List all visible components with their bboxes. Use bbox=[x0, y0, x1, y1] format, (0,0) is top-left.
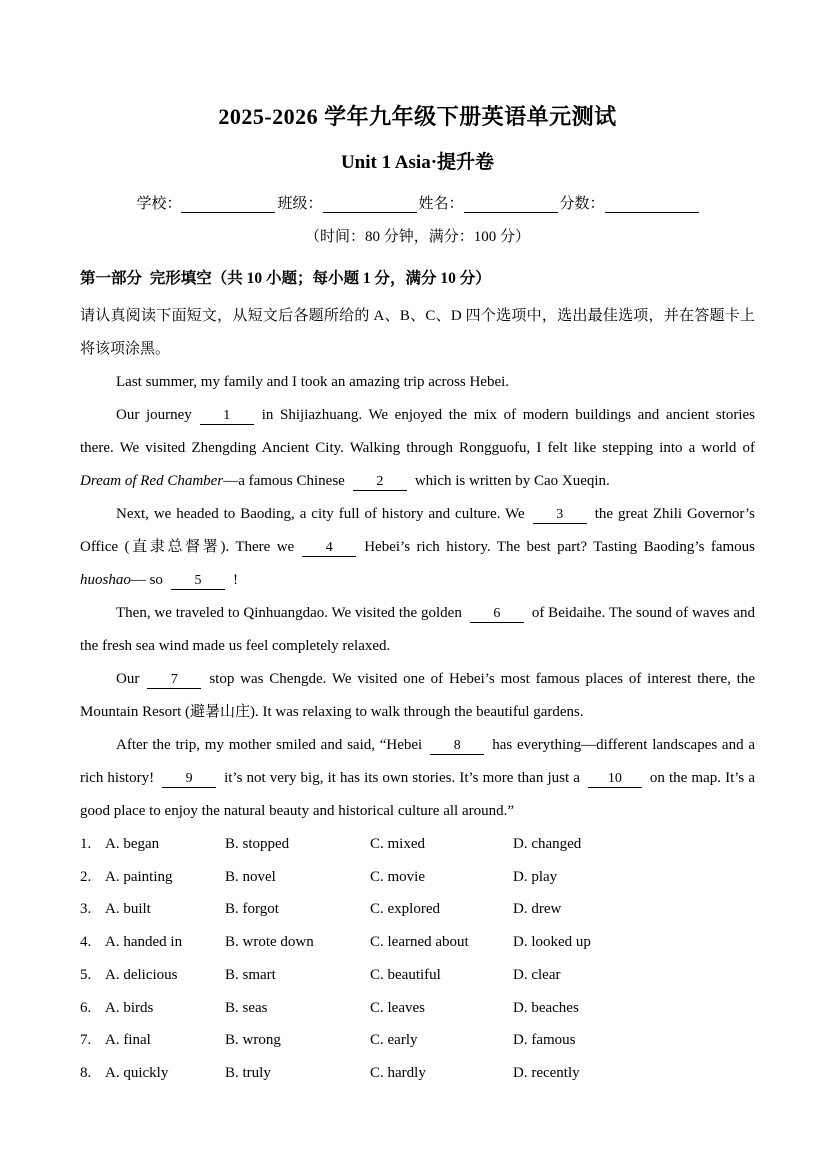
blank-number: 5 bbox=[194, 573, 202, 588]
score-blank-line bbox=[605, 196, 699, 213]
option-b: B. smart bbox=[225, 966, 276, 983]
blank-number: 6 bbox=[493, 606, 501, 621]
score-label: 分数： bbox=[559, 196, 605, 212]
cloze-blank-3 bbox=[533, 506, 587, 524]
cloze-blank-6 bbox=[470, 605, 524, 623]
passage-text: After the trip, my mother smiled and said, “Hebei bbox=[116, 737, 423, 753]
blank-number: 7 bbox=[170, 672, 178, 687]
option-d: D. beaches bbox=[513, 999, 579, 1016]
option-d: D. looked up bbox=[513, 934, 591, 951]
question-row-1 bbox=[80, 828, 755, 861]
section-instructions: 请认真阅读下面短文，从短文后各题所给的 A、B、C、D 四个选项中，选出最佳选项，并在答题卡上将该项涂黑。 bbox=[80, 308, 755, 357]
option-b: B. seas bbox=[225, 999, 268, 1016]
section-heading: 第一部分 完形填空（共 10 小题；每小题 1 分，满分 10 分） bbox=[80, 270, 491, 287]
passage-text: Our journey bbox=[116, 407, 192, 423]
passage-text: on the map. It’s a good place to enjoy the natural beauty and historical culture all around.” bbox=[80, 770, 756, 819]
option-c: C. beautiful bbox=[370, 966, 441, 983]
question-number: 5. bbox=[80, 966, 92, 983]
cloze-blank-8 bbox=[430, 737, 484, 755]
class-blank-line bbox=[323, 196, 417, 213]
passage-paragraph-3 bbox=[80, 498, 755, 597]
question-row-3 bbox=[80, 893, 755, 926]
passage-text: — so bbox=[130, 572, 163, 588]
passage-text: Last summer, my family and I took an amazing trip across Hebei. bbox=[116, 374, 510, 390]
option-c: C. hardly bbox=[370, 1064, 426, 1081]
score-field bbox=[560, 192, 699, 213]
page-title: 2025-2026 学年九年级下册英语单元测试 bbox=[218, 104, 617, 129]
passage-text: the great Zhili Governor’s Office (直隶总督署). There we bbox=[80, 506, 755, 555]
blank-number: 1 bbox=[223, 408, 231, 423]
question-number: 1. bbox=[80, 836, 92, 852]
option-d: D. clear bbox=[513, 966, 561, 983]
passage-text: Our bbox=[116, 671, 140, 687]
blank-number: 9 bbox=[185, 771, 193, 786]
question-row-2 bbox=[80, 861, 755, 894]
blank-number: 8 bbox=[453, 738, 461, 753]
option-c: C. movie bbox=[370, 868, 425, 885]
options-list bbox=[80, 828, 755, 1090]
option-c: C. early bbox=[370, 1032, 418, 1049]
student-info-line bbox=[80, 192, 755, 213]
option-c: C. learned about bbox=[370, 934, 469, 951]
option-a: A. built bbox=[105, 901, 151, 918]
class-field bbox=[277, 192, 416, 213]
passage-text-italic: huoshao bbox=[80, 572, 131, 588]
option-c: C. explored bbox=[370, 901, 440, 918]
page-subtitle: Unit 1 Asia·提升卷 bbox=[340, 152, 495, 173]
question-number: 7. bbox=[80, 1032, 92, 1049]
option-b: B. novel bbox=[225, 868, 276, 885]
blank-number: 3 bbox=[556, 507, 564, 522]
passage-text: which is written by Cao Xueqin. bbox=[414, 473, 610, 489]
option-a: A. painting bbox=[105, 868, 173, 885]
cloze-blank-1 bbox=[200, 407, 254, 425]
school-label: 学校： bbox=[136, 196, 182, 212]
question-row-6 bbox=[80, 992, 755, 1025]
passage-paragraph-6 bbox=[80, 729, 755, 828]
question-row-8 bbox=[80, 1057, 755, 1090]
school-field bbox=[136, 192, 275, 213]
question-number: 8. bbox=[80, 1064, 92, 1081]
passage-paragraph-5 bbox=[80, 663, 755, 729]
passage-text: Then, we traveled to Qinhuangdao. We visited the golden bbox=[116, 605, 462, 621]
option-a: A. birds bbox=[105, 999, 154, 1016]
question-row-4 bbox=[80, 926, 755, 959]
class-label: 班级： bbox=[277, 196, 323, 212]
cloze-blank-4 bbox=[302, 539, 356, 557]
school-blank-line bbox=[181, 196, 275, 213]
passage-text: it’s not very big, it has its own stories. It’s more than just a bbox=[224, 770, 580, 786]
option-d: D. play bbox=[513, 868, 558, 885]
option-a: A. handed in bbox=[105, 934, 183, 951]
option-a: A. final bbox=[105, 1032, 151, 1049]
passage-paragraph-4 bbox=[80, 597, 755, 663]
option-b: B. truly bbox=[225, 1064, 271, 1081]
name-field bbox=[419, 192, 558, 213]
passage-text: in Shijiazhuang. We enjoyed the mix of modern buildings and ancient stories there. We visited Zhengding Ancient City. Walking through Rongguofu, I felt like stepping into a world of bbox=[80, 407, 755, 456]
passage-text: stop was Chengde. We visited one of Hebei’s most famous places of interest there, the Mountain Resort (避暑山庄). It was relaxing to walk through the beautiful gardens. bbox=[80, 671, 755, 720]
question-number: 2. bbox=[80, 868, 92, 885]
cloze-blank-7 bbox=[147, 671, 201, 689]
option-a: A. began bbox=[105, 836, 160, 852]
blank-number: 2 bbox=[376, 474, 384, 489]
question-number: 6. bbox=[80, 999, 92, 1016]
option-b: B. wrote down bbox=[225, 934, 314, 951]
cloze-blank-10 bbox=[588, 770, 642, 788]
question-number: 4. bbox=[80, 934, 92, 951]
option-b: B. wrong bbox=[225, 1032, 281, 1049]
question-number: 3. bbox=[80, 901, 92, 918]
option-c: C. mixed bbox=[370, 836, 425, 852]
passage-text: ! bbox=[232, 572, 238, 588]
passage-paragraph-2 bbox=[80, 399, 755, 498]
cloze-blank-5 bbox=[171, 572, 225, 590]
blank-number: 10 bbox=[607, 771, 622, 786]
name-blank-line bbox=[464, 196, 558, 213]
passage-text-italic: Dream of Red Chamber bbox=[80, 473, 224, 489]
cloze-blank-2 bbox=[353, 473, 407, 491]
blank-number: 4 bbox=[325, 540, 333, 555]
passage-paragraph-1 bbox=[80, 366, 755, 399]
option-b: B. stopped bbox=[225, 836, 290, 852]
cloze-blank-9 bbox=[162, 770, 216, 788]
option-a: A. delicious bbox=[105, 966, 178, 983]
question-row-5 bbox=[80, 959, 755, 992]
option-d: D. recently bbox=[513, 1064, 580, 1081]
option-d: D. famous bbox=[513, 1032, 576, 1049]
time-note: （时间：80 分钟，满分：100 分） bbox=[304, 229, 530, 245]
passage-text: Hebei’s rich history. The best part? Tasting Baoding’s famous bbox=[364, 539, 755, 555]
option-d: D. drew bbox=[513, 901, 562, 918]
passage-text: Next, we headed to Baoding, a city full of history and culture. We bbox=[116, 506, 525, 522]
passage-text: of Beidaihe. The sound of waves and the fresh sea wind made us feel completely relaxed. bbox=[80, 605, 755, 654]
option-a: A. quickly bbox=[105, 1064, 169, 1081]
passage-text: —a famous Chinese bbox=[223, 473, 345, 489]
name-label: 姓名： bbox=[418, 196, 464, 212]
option-c: C. leaves bbox=[370, 999, 425, 1016]
option-b: B. forgot bbox=[225, 901, 279, 918]
option-d: D. changed bbox=[513, 836, 582, 852]
passage-text: has everything—different landscapes and a rich history! bbox=[80, 737, 755, 786]
question-row-7 bbox=[80, 1024, 755, 1057]
